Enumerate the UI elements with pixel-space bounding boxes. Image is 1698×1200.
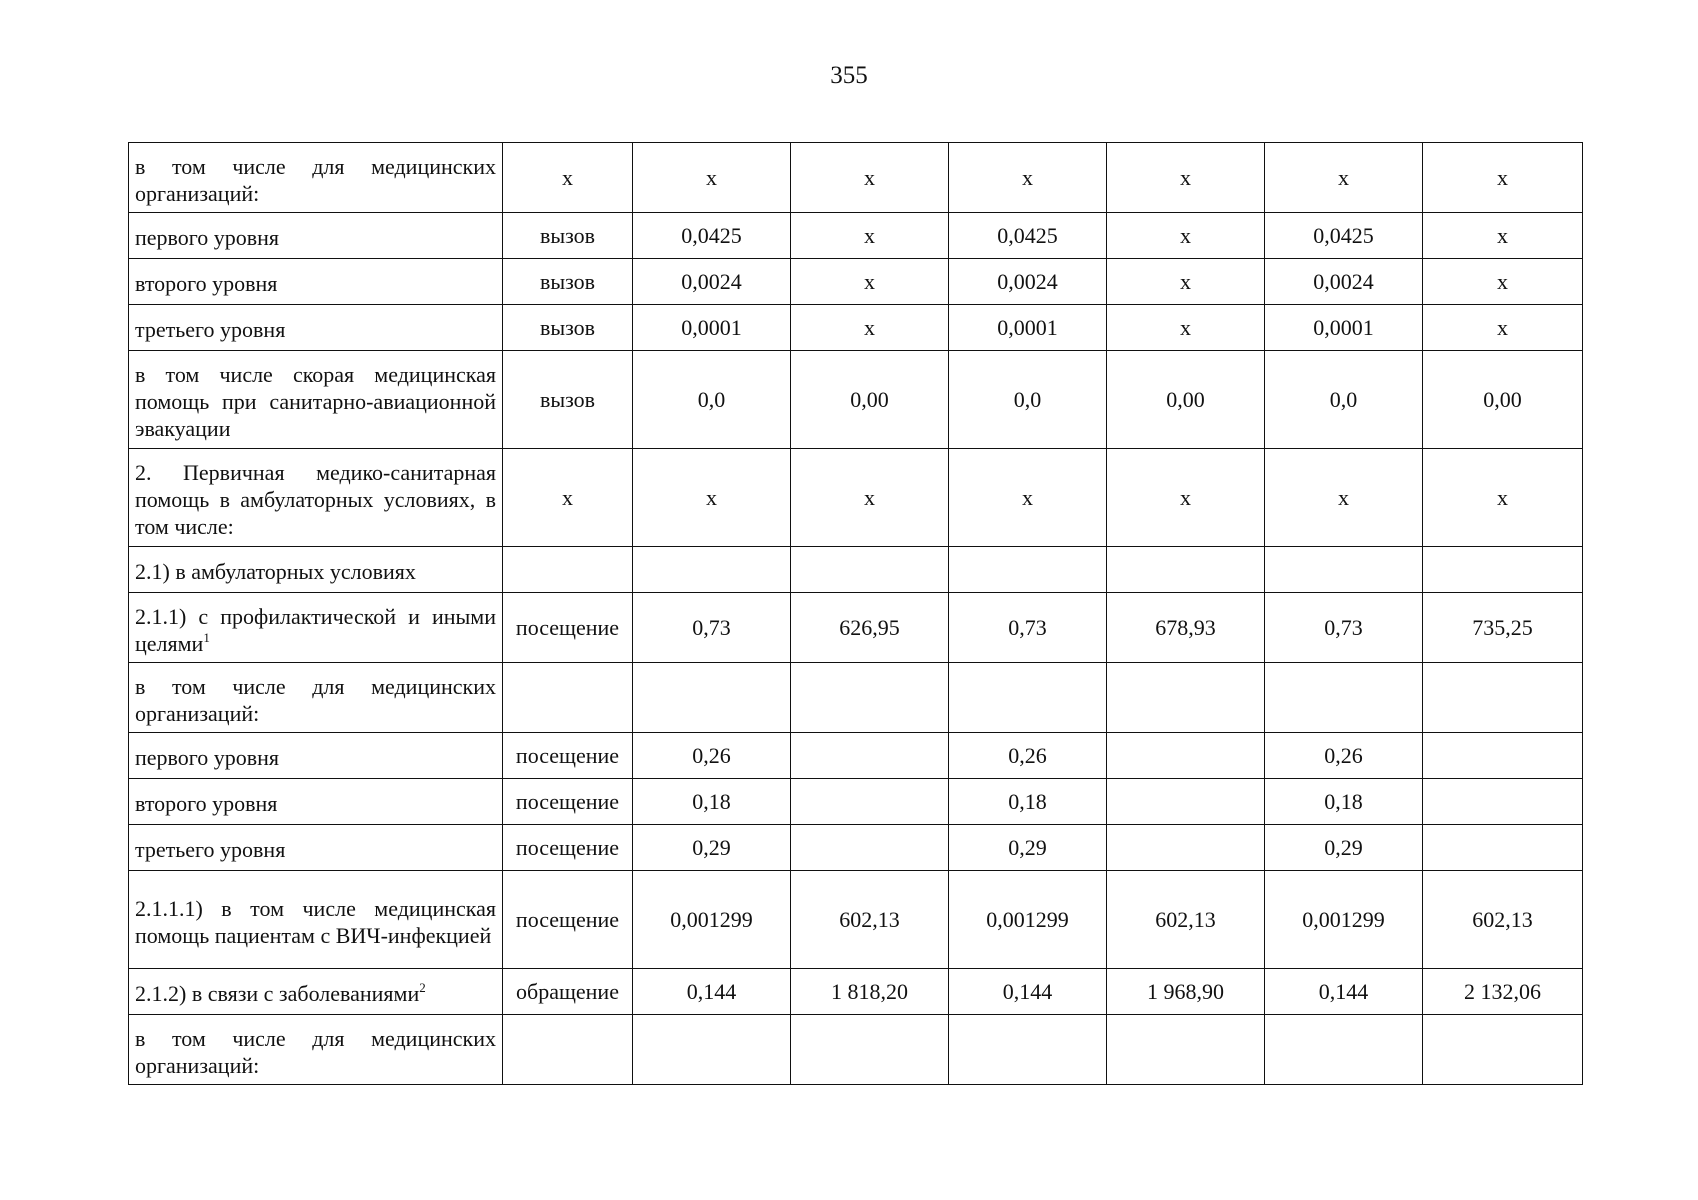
value-cell: х [1423, 259, 1583, 305]
value-cell: 0,0024 [949, 259, 1107, 305]
row-name-cell [129, 733, 503, 779]
row-name: третьего уровня [135, 837, 286, 862]
value-cell: 0,001299 [949, 871, 1107, 969]
table-row [129, 825, 1583, 871]
value-cell: 0,144 [949, 969, 1107, 1015]
unit-cell: вызов [503, 305, 633, 351]
value-cell: х [1423, 213, 1583, 259]
table-row [129, 663, 1583, 733]
row-name-cell [129, 259, 503, 305]
value-cell [1423, 663, 1583, 733]
table-row [129, 733, 1583, 779]
row-name: в том числе для медицинских организаций: [135, 153, 496, 206]
value-cell: 0,0001 [1265, 305, 1423, 351]
value-cell [633, 547, 791, 593]
row-name-cell [129, 305, 503, 351]
row-name: третьего уровня [135, 317, 286, 342]
row-name-cell [129, 143, 503, 213]
unit-cell: обращение [503, 969, 633, 1015]
value-cell: х [791, 449, 949, 547]
value-cell [633, 663, 791, 733]
value-cell [1423, 825, 1583, 871]
value-cell: х [1107, 259, 1265, 305]
value-cell: 0,144 [1265, 969, 1423, 1015]
row-name: второго уровня [135, 271, 278, 296]
value-cell: 0,00 [1423, 351, 1583, 449]
value-cell: 0,26 [949, 733, 1107, 779]
row-name: в том числе для медицинских организаций: [135, 1025, 496, 1078]
value-cell: х [949, 143, 1107, 213]
row-name: второго уровня [135, 791, 278, 816]
value-cell: х [633, 143, 791, 213]
row-name-cell [129, 1015, 503, 1085]
unit-cell: х [503, 143, 633, 213]
table-row [129, 547, 1583, 593]
value-cell: 2 132,06 [1423, 969, 1583, 1015]
value-cell: х [1423, 305, 1583, 351]
value-cell [1107, 663, 1265, 733]
value-cell: 0,73 [1265, 593, 1423, 663]
value-cell: х [791, 259, 949, 305]
value-cell [791, 663, 949, 733]
value-cell: х [1423, 449, 1583, 547]
table-row [129, 779, 1583, 825]
unit-cell [503, 547, 633, 593]
value-cell [1265, 547, 1423, 593]
footnote-marker: 1 [203, 629, 210, 645]
row-name-cell [129, 779, 503, 825]
value-cell: 0,00 [791, 351, 949, 449]
row-name-cell [129, 969, 503, 1015]
table-row [129, 593, 1583, 663]
row-name: в том числе скорая медицинская помощь при санитарно-авиационной эвакуации [135, 362, 496, 441]
row-name: 2.1.1) с профилактической и иными целями [135, 603, 496, 656]
table-row [129, 871, 1583, 969]
value-cell: 0,73 [949, 593, 1107, 663]
value-cell: 0,73 [633, 593, 791, 663]
row-name-cell [129, 663, 503, 733]
value-cell: 602,13 [1107, 871, 1265, 969]
row-name-cell [129, 213, 503, 259]
row-name-cell [129, 547, 503, 593]
value-cell: 0,0024 [1265, 259, 1423, 305]
unit-cell: посещение [503, 779, 633, 825]
row-name: первого уровня [135, 225, 280, 250]
value-cell: х [791, 143, 949, 213]
unit-cell: посещение [503, 733, 633, 779]
value-cell: х [1265, 143, 1423, 213]
table-row [129, 351, 1583, 449]
page-number: 355 [830, 62, 868, 89]
unit-cell: вызов [503, 259, 633, 305]
value-cell [1423, 779, 1583, 825]
value-cell: 1 968,90 [1107, 969, 1265, 1015]
value-cell: 0,0001 [949, 305, 1107, 351]
table-row [129, 143, 1583, 213]
value-cell [791, 733, 949, 779]
row-name-cell [129, 593, 503, 663]
value-cell: х [791, 305, 949, 351]
value-cell: 0,0001 [633, 305, 791, 351]
unit-cell: посещение [503, 593, 633, 663]
value-cell: х [1107, 143, 1265, 213]
value-cell [1107, 779, 1265, 825]
value-cell: 626,95 [791, 593, 949, 663]
value-cell: 0,0 [949, 351, 1107, 449]
row-name-cell [129, 449, 503, 547]
value-cell [1107, 1015, 1265, 1085]
value-cell: 0,00 [1107, 351, 1265, 449]
row-name-cell [129, 825, 503, 871]
value-cell: 0,29 [949, 825, 1107, 871]
value-cell [791, 825, 949, 871]
value-cell: х [1423, 143, 1583, 213]
row-name: 2.1.1.1) в том числе медицинская помощь пациентам с ВИЧ-инфекцией [135, 895, 496, 948]
table-row [129, 259, 1583, 305]
unit-cell: вызов [503, 213, 633, 259]
value-cell [1107, 733, 1265, 779]
unit-cell: посещение [503, 871, 633, 969]
value-cell [791, 547, 949, 593]
value-cell [1423, 547, 1583, 593]
value-cell [1107, 547, 1265, 593]
row-name: в том числе для медицинских организаций: [135, 673, 496, 726]
value-cell: 0,0425 [633, 213, 791, 259]
value-cell: 0,0425 [1265, 213, 1423, 259]
table-row [129, 213, 1583, 259]
value-cell [791, 1015, 949, 1085]
value-cell [949, 547, 1107, 593]
row-name: первого уровня [135, 745, 280, 770]
value-cell: 678,93 [1107, 593, 1265, 663]
value-cell: х [1107, 305, 1265, 351]
value-cell: 0,0 [1265, 351, 1423, 449]
row-name: 2.1.2) в связи с заболеваниями [135, 981, 420, 1006]
value-cell: 735,25 [1423, 593, 1583, 663]
value-cell: 602,13 [791, 871, 949, 969]
value-cell: 0,0425 [949, 213, 1107, 259]
unit-cell: х [503, 449, 633, 547]
value-cell: 0,26 [1265, 733, 1423, 779]
value-cell: 0,29 [633, 825, 791, 871]
value-cell: х [1265, 449, 1423, 547]
data-table [128, 142, 1583, 1085]
table-row [129, 969, 1583, 1015]
value-cell: 602,13 [1423, 871, 1583, 969]
value-cell [791, 779, 949, 825]
unit-cell: вызов [503, 351, 633, 449]
table-row [129, 449, 1583, 547]
value-cell: 0,18 [949, 779, 1107, 825]
value-cell: 1 818,20 [791, 969, 949, 1015]
value-cell: 0,144 [633, 969, 791, 1015]
value-cell [1265, 1015, 1423, 1085]
value-cell: х [1107, 449, 1265, 547]
table-row [129, 1015, 1583, 1085]
value-cell [1423, 1015, 1583, 1085]
unit-cell [503, 1015, 633, 1085]
row-name-cell [129, 351, 503, 449]
value-cell: 0,001299 [1265, 871, 1423, 969]
value-cell: 0,26 [633, 733, 791, 779]
value-cell [1107, 825, 1265, 871]
value-cell: х [1107, 213, 1265, 259]
value-cell: х [949, 449, 1107, 547]
value-cell: 0,001299 [633, 871, 791, 969]
row-name: 2. Первичная медико-санитарная помощь в амбулаторных условиях, в том числе: [135, 460, 496, 539]
value-cell [949, 1015, 1107, 1085]
value-cell [1265, 663, 1423, 733]
value-cell: 0,18 [633, 779, 791, 825]
value-cell: 0,0024 [633, 259, 791, 305]
row-name: 2.1) в амбулаторных условиях [135, 559, 416, 584]
value-cell: х [791, 213, 949, 259]
value-cell [633, 1015, 791, 1085]
value-cell: 0,0 [633, 351, 791, 449]
value-cell: х [633, 449, 791, 547]
table-row [129, 305, 1583, 351]
unit-cell [503, 663, 633, 733]
value-cell: 0,18 [1265, 779, 1423, 825]
row-name-cell [129, 871, 503, 969]
unit-cell: посещение [503, 825, 633, 871]
value-cell: 0,29 [1265, 825, 1423, 871]
footnote-marker: 2 [419, 980, 426, 995]
value-cell [1423, 733, 1583, 779]
value-cell [949, 663, 1107, 733]
